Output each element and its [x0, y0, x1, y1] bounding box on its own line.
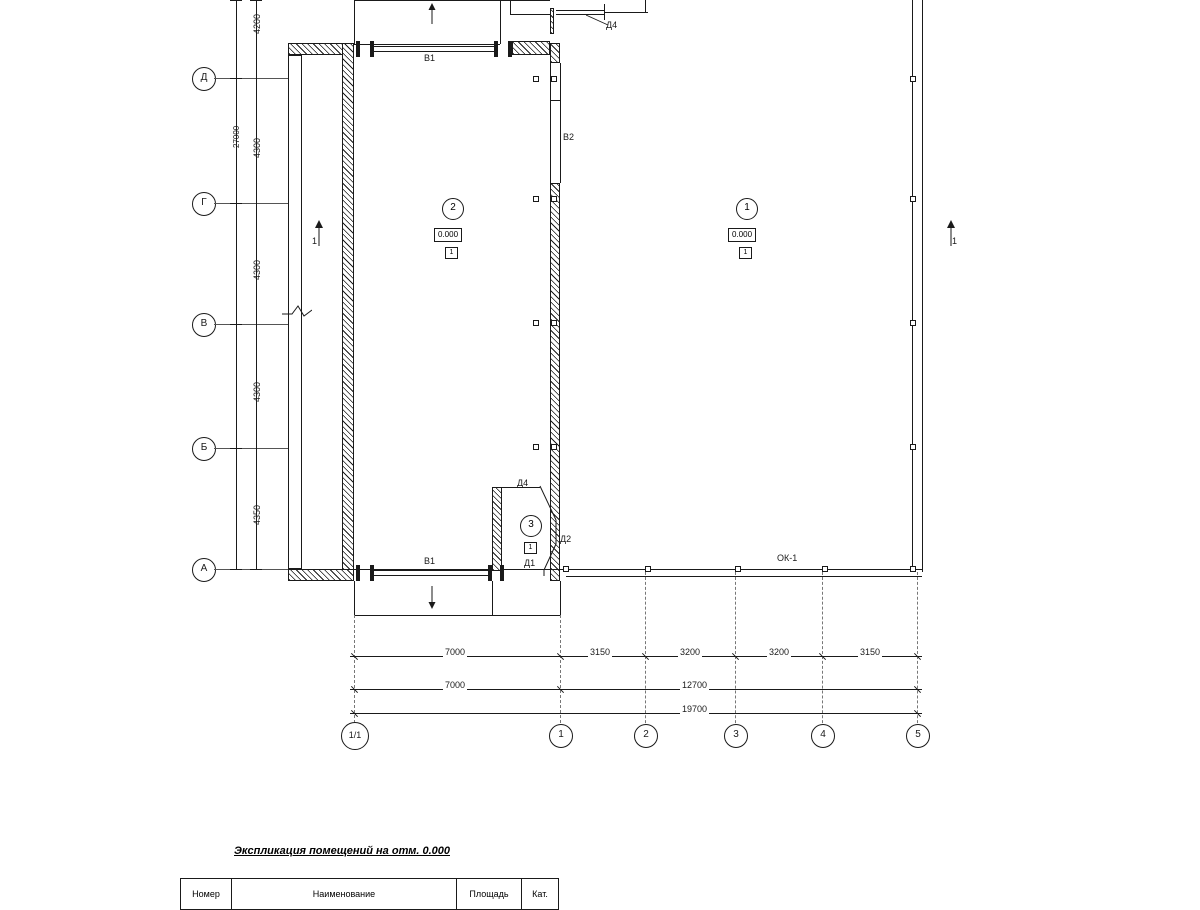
room-number-2[interactable]: 2	[442, 198, 464, 220]
dim-tick	[230, 0, 242, 1]
door-label-d1: Д1	[524, 558, 536, 568]
top-right-line2	[510, 14, 550, 15]
axis-bubble-a[interactable]: А	[192, 558, 216, 582]
dim-tick	[230, 78, 242, 79]
wall-inner-seg	[550, 43, 560, 63]
wall-joint	[550, 100, 560, 101]
opening-v1-top-line	[374, 46, 494, 47]
vdim-total-27000: 27000	[232, 125, 241, 148]
top-structure-left	[354, 0, 355, 44]
column-mark	[563, 566, 569, 572]
room-number-1[interactable]: 1	[736, 198, 758, 220]
axis-bubble-g[interactable]: Г	[192, 192, 216, 216]
bottom-proj-bottom	[354, 615, 560, 616]
column-mark	[551, 320, 557, 326]
explication-title: Экспликация помещений на отм. 0.000	[234, 845, 450, 857]
axis-bubble-d[interactable]: Д	[192, 67, 216, 91]
top-right-edge2	[604, 12, 648, 13]
wall-vestibule-top	[492, 487, 540, 488]
axis-bubble-2[interactable]: 2	[634, 724, 658, 748]
door-label-d2: Д2	[560, 534, 572, 544]
axis-line-d	[214, 78, 294, 79]
dim-tick	[230, 569, 242, 570]
opening-jamb	[488, 565, 492, 581]
top-right-edge	[645, 0, 646, 12]
room-1-finish: 1	[739, 247, 752, 259]
hdim-7000-b: 7000	[445, 680, 466, 690]
door-label-d4-top: Д4	[606, 20, 618, 30]
axis-line-g	[214, 203, 294, 204]
window-label-ok1: ОК-1	[777, 553, 798, 563]
opening-jamb	[356, 41, 360, 57]
column-mark	[910, 320, 916, 326]
hdim-chain1-line	[350, 656, 922, 657]
top-door-leaf	[556, 10, 604, 11]
axis-bubble-4[interactable]: 4	[811, 724, 835, 748]
hdim-3150-b: 3150	[860, 647, 881, 657]
column-mark	[533, 320, 539, 326]
bottom-proj-mid	[492, 581, 493, 615]
opening-v1-bottom-line	[374, 570, 488, 571]
vestibule-angled-wall	[538, 484, 564, 581]
axis-bubble-1-1[interactable]: 1/1	[341, 722, 369, 750]
axis-bubble-b[interactable]: Б	[192, 437, 216, 461]
vdim-4300-1: 4300	[252, 137, 262, 158]
opening-jamb	[494, 41, 498, 57]
section-mark-left	[310, 218, 328, 251]
col-header-category: Кат.	[522, 879, 559, 910]
vertical-dim-line-total	[256, 0, 257, 569]
ext-line-2	[645, 572, 646, 733]
ext-line-5	[917, 572, 918, 733]
vdim-4350: 4350	[252, 504, 262, 525]
top-door-jamb	[550, 8, 554, 34]
hdim-3200-b: 3200	[769, 647, 790, 657]
column-mark	[910, 566, 916, 572]
room-2-level: 0.000	[434, 228, 462, 242]
opening-jamb	[356, 565, 360, 581]
opening-label-v1-top: В1	[424, 53, 436, 63]
dim-tick	[250, 0, 262, 1]
opening-label-v2: В2	[563, 132, 575, 142]
ext-line-1	[560, 615, 561, 733]
axis-line-v	[214, 324, 294, 325]
top-structure-bottom	[354, 44, 500, 45]
bottom-proj-left	[354, 581, 355, 615]
wall-vestibule-left	[492, 487, 502, 571]
wall-bottom-left-hatch	[288, 569, 354, 581]
door-label-d4-bottom: Д4	[517, 478, 529, 488]
column-mark	[533, 76, 539, 82]
dim-tick	[230, 448, 242, 449]
column-mark	[551, 196, 557, 202]
dim-tick	[250, 569, 262, 570]
section-label-right: 1	[952, 236, 958, 246]
opening-jamb	[370, 41, 374, 57]
vdim-4300-3: 4300	[252, 381, 262, 402]
axis-bubble-3[interactable]: 3	[724, 724, 748, 748]
wall-bottom-line-bottom	[566, 576, 922, 577]
vertical-dim-line	[236, 0, 237, 569]
axis-bubble-5[interactable]: 5	[906, 724, 930, 748]
opening-jamb	[500, 565, 504, 581]
dim-tick	[230, 324, 242, 325]
vdim-4200: 4200	[252, 13, 262, 34]
col-header-area: Площадь	[457, 879, 522, 910]
table-header-row	[181, 879, 559, 910]
ext-line-3	[735, 572, 736, 733]
hdim-total-19700: 19700	[682, 704, 708, 714]
leader-line-d4-top	[586, 14, 612, 32]
wall-right-line-r	[922, 0, 923, 572]
hdim-3200-a: 3200	[680, 647, 701, 657]
opening-jamb	[370, 565, 374, 581]
column-mark	[910, 196, 916, 202]
hdim-12700: 12700	[682, 680, 708, 690]
section-label-left: 1	[312, 236, 318, 246]
bottom-proj-right	[560, 581, 561, 615]
top-structure-right	[500, 0, 501, 44]
axis-line-b	[214, 448, 294, 449]
wall-left-vertical-hatch	[342, 43, 354, 581]
opening-label-v1-bottom: В1	[424, 556, 436, 566]
section-mark-right	[942, 218, 960, 251]
top-right-vline	[510, 0, 511, 14]
room-2-finish: 1	[445, 247, 458, 259]
dim-tick	[230, 203, 242, 204]
wall-right-line-l	[912, 0, 913, 572]
room-1-level: 0.000	[728, 228, 756, 242]
column-mark	[533, 444, 539, 450]
top-structure-line	[354, 0, 514, 1]
break-line-symbol	[282, 302, 312, 320]
column-mark	[533, 196, 539, 202]
axis-bubble-1[interactable]: 1	[549, 724, 573, 748]
opening-v1-top-line2	[374, 51, 494, 52]
hdim-total-line	[350, 713, 922, 714]
arrow-down-icon	[426, 586, 438, 615]
column-mark	[910, 444, 916, 450]
opening-v1-bottom-line2	[374, 575, 488, 576]
ext-line-4	[822, 572, 823, 733]
hdim-3150-a: 3150	[590, 647, 611, 657]
column-mark	[910, 76, 916, 82]
col-header-name: Наименование	[232, 879, 457, 910]
top-right-line	[510, 0, 550, 1]
hdim-7000-a: 7000	[445, 647, 466, 657]
room-3-finish: 1	[524, 542, 537, 554]
arrow-up-icon	[426, 2, 438, 29]
room-number-3[interactable]: 3	[520, 515, 542, 537]
column-mark	[551, 76, 557, 82]
col-header-number: Номер	[181, 879, 232, 910]
wall-inner-line-r	[560, 63, 561, 183]
vdim-4300-2: 4300	[252, 259, 262, 280]
column-mark	[551, 444, 557, 450]
hdim-chain2-line	[350, 689, 922, 690]
explication-table	[180, 878, 559, 910]
wall-top-segment	[512, 41, 550, 55]
axis-bubble-v[interactable]: В	[192, 313, 216, 337]
